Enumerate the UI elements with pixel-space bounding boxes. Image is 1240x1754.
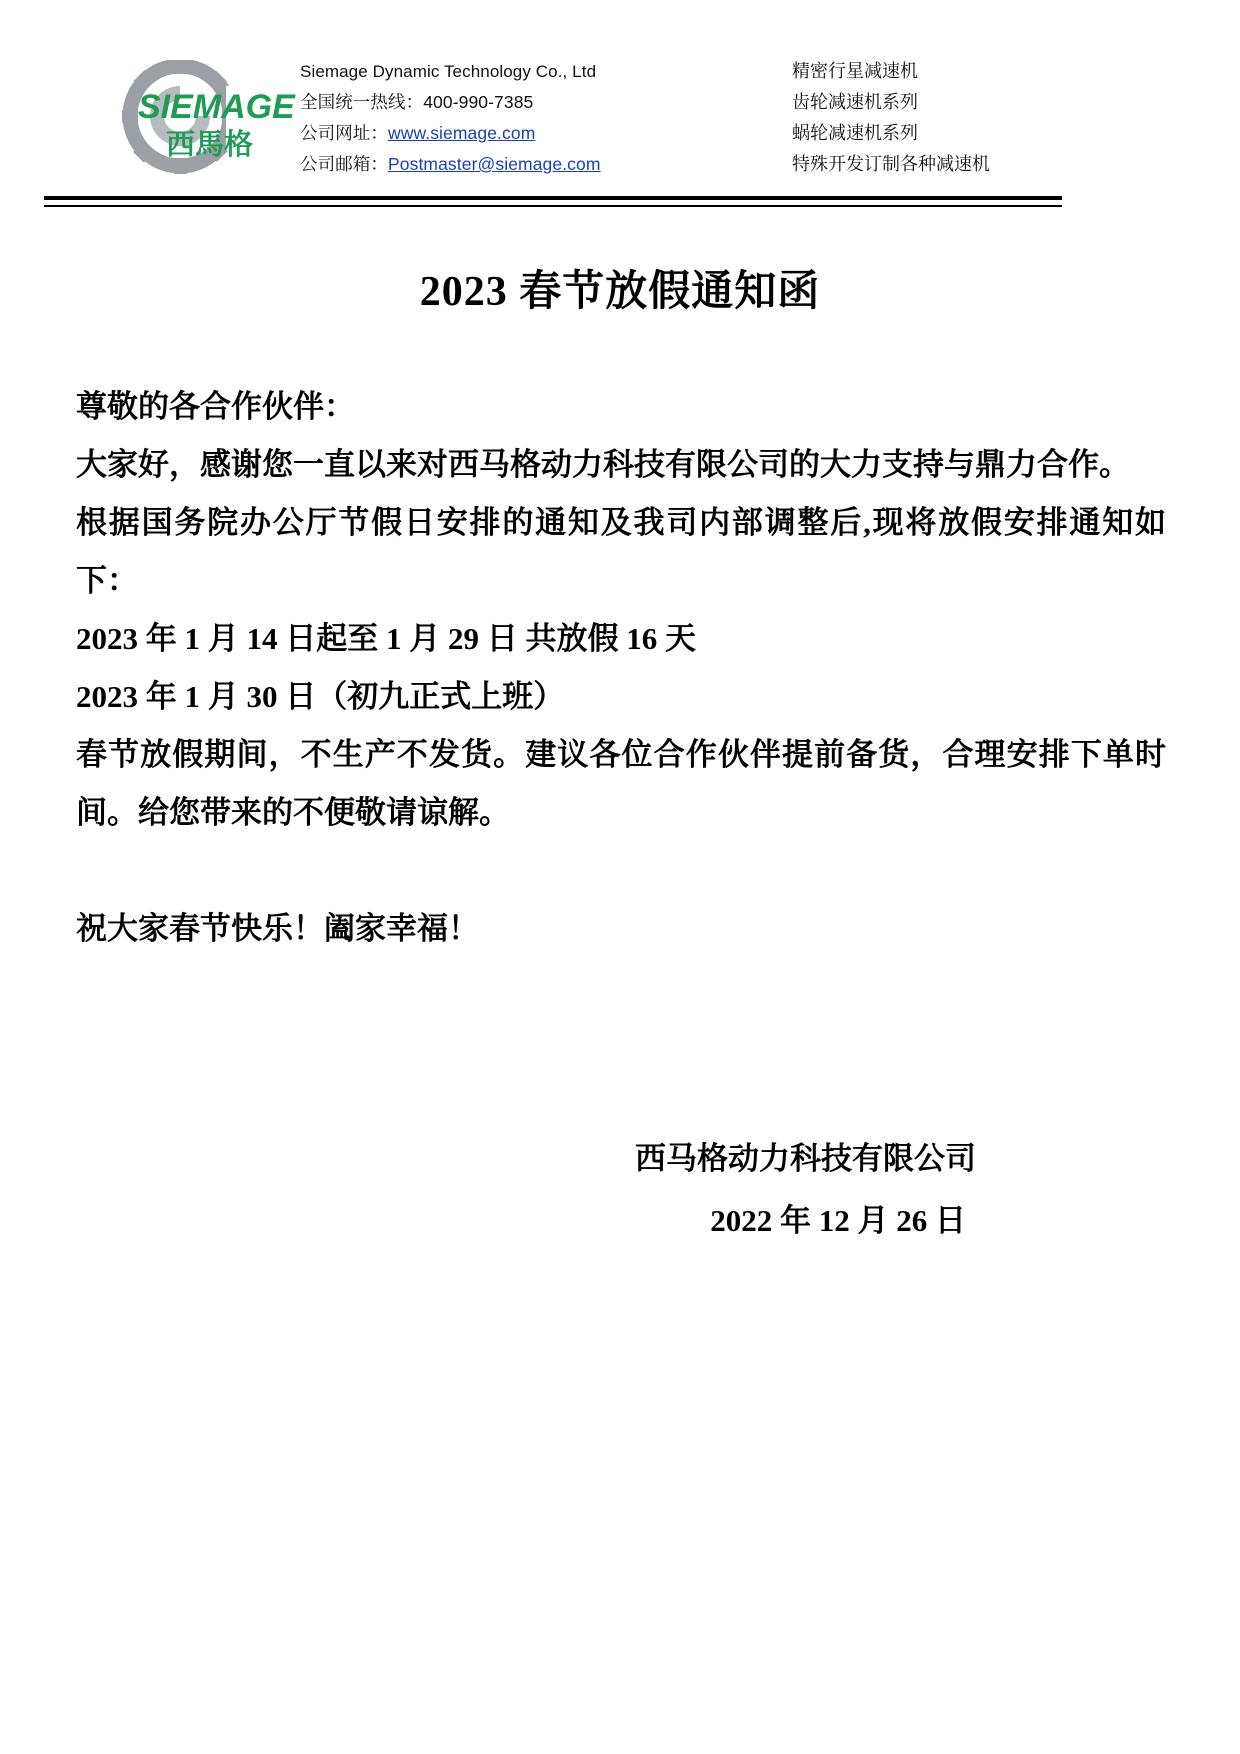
website-line xyxy=(300,118,720,149)
closing-greeting: 祝大家春节快乐！阖家幸福！ xyxy=(76,911,479,946)
product-item: 精密行星减速机 xyxy=(792,61,918,81)
company-name-en: Siemage Dynamic Technology Co., Ltd xyxy=(300,62,597,81)
logo-chinese-name: 西馬格 xyxy=(166,129,254,161)
email-link[interactable]: Postmaster@siemage.com xyxy=(388,154,601,174)
product-item: 特殊开发订制各种减速机 xyxy=(792,154,990,174)
return-to-work-line: 2023 年 1 月 30 日（初九正式上班） xyxy=(76,679,565,714)
signature-date: 2022 年 12 月 26 日 xyxy=(710,1203,966,1238)
email-label: 公司邮箱： xyxy=(300,154,388,174)
contact-info xyxy=(300,42,720,180)
salutation: 尊敬的各合作伙伴： xyxy=(76,389,355,424)
company-logo xyxy=(50,42,300,182)
signature-block xyxy=(0,1128,1240,1252)
signature-company: 西马格动力科技有限公司 xyxy=(635,1141,976,1176)
logo-wordmark: SIEMAGE xyxy=(138,88,295,126)
paragraph-notice-intro: 根据国务院办公厅节假日安排的通知及我司内部调整后,现将放假安排通知如下： xyxy=(76,505,1166,598)
paragraph-production-notice: 春节放假期间，不生产不发货。建议各位合作伙伴提前备货，合理安排下单时间。给您带来的不便敬请谅解。 xyxy=(76,737,1166,830)
header-divider-thin xyxy=(44,205,1062,207)
gear-logo-icon xyxy=(108,60,298,180)
product-item: 蜗轮减速机系列 xyxy=(792,123,918,143)
product-item: 齿轮减速机系列 xyxy=(792,92,918,112)
header-divider-thick xyxy=(44,196,1062,200)
website-label: 公司网址： xyxy=(300,123,388,143)
holiday-range-line: 2023 年 1 月 14 日起至 1 月 29 日 共放假 16 天 xyxy=(76,621,696,656)
hotline-line: 全国统一热线：400-990-7385 xyxy=(300,92,534,112)
website-link[interactable]: www.siemage.com xyxy=(388,123,536,143)
letterhead xyxy=(50,42,1062,192)
product-list xyxy=(720,42,1062,180)
paragraph-thanks: 大家好，感谢您一直以来对西马格动力科技有限公司的大力支持与鼎力合作。 xyxy=(76,447,1130,482)
letter-body xyxy=(76,378,1166,958)
page-title: 2023 春节放假通知函 xyxy=(419,269,821,315)
email-line xyxy=(300,149,720,180)
